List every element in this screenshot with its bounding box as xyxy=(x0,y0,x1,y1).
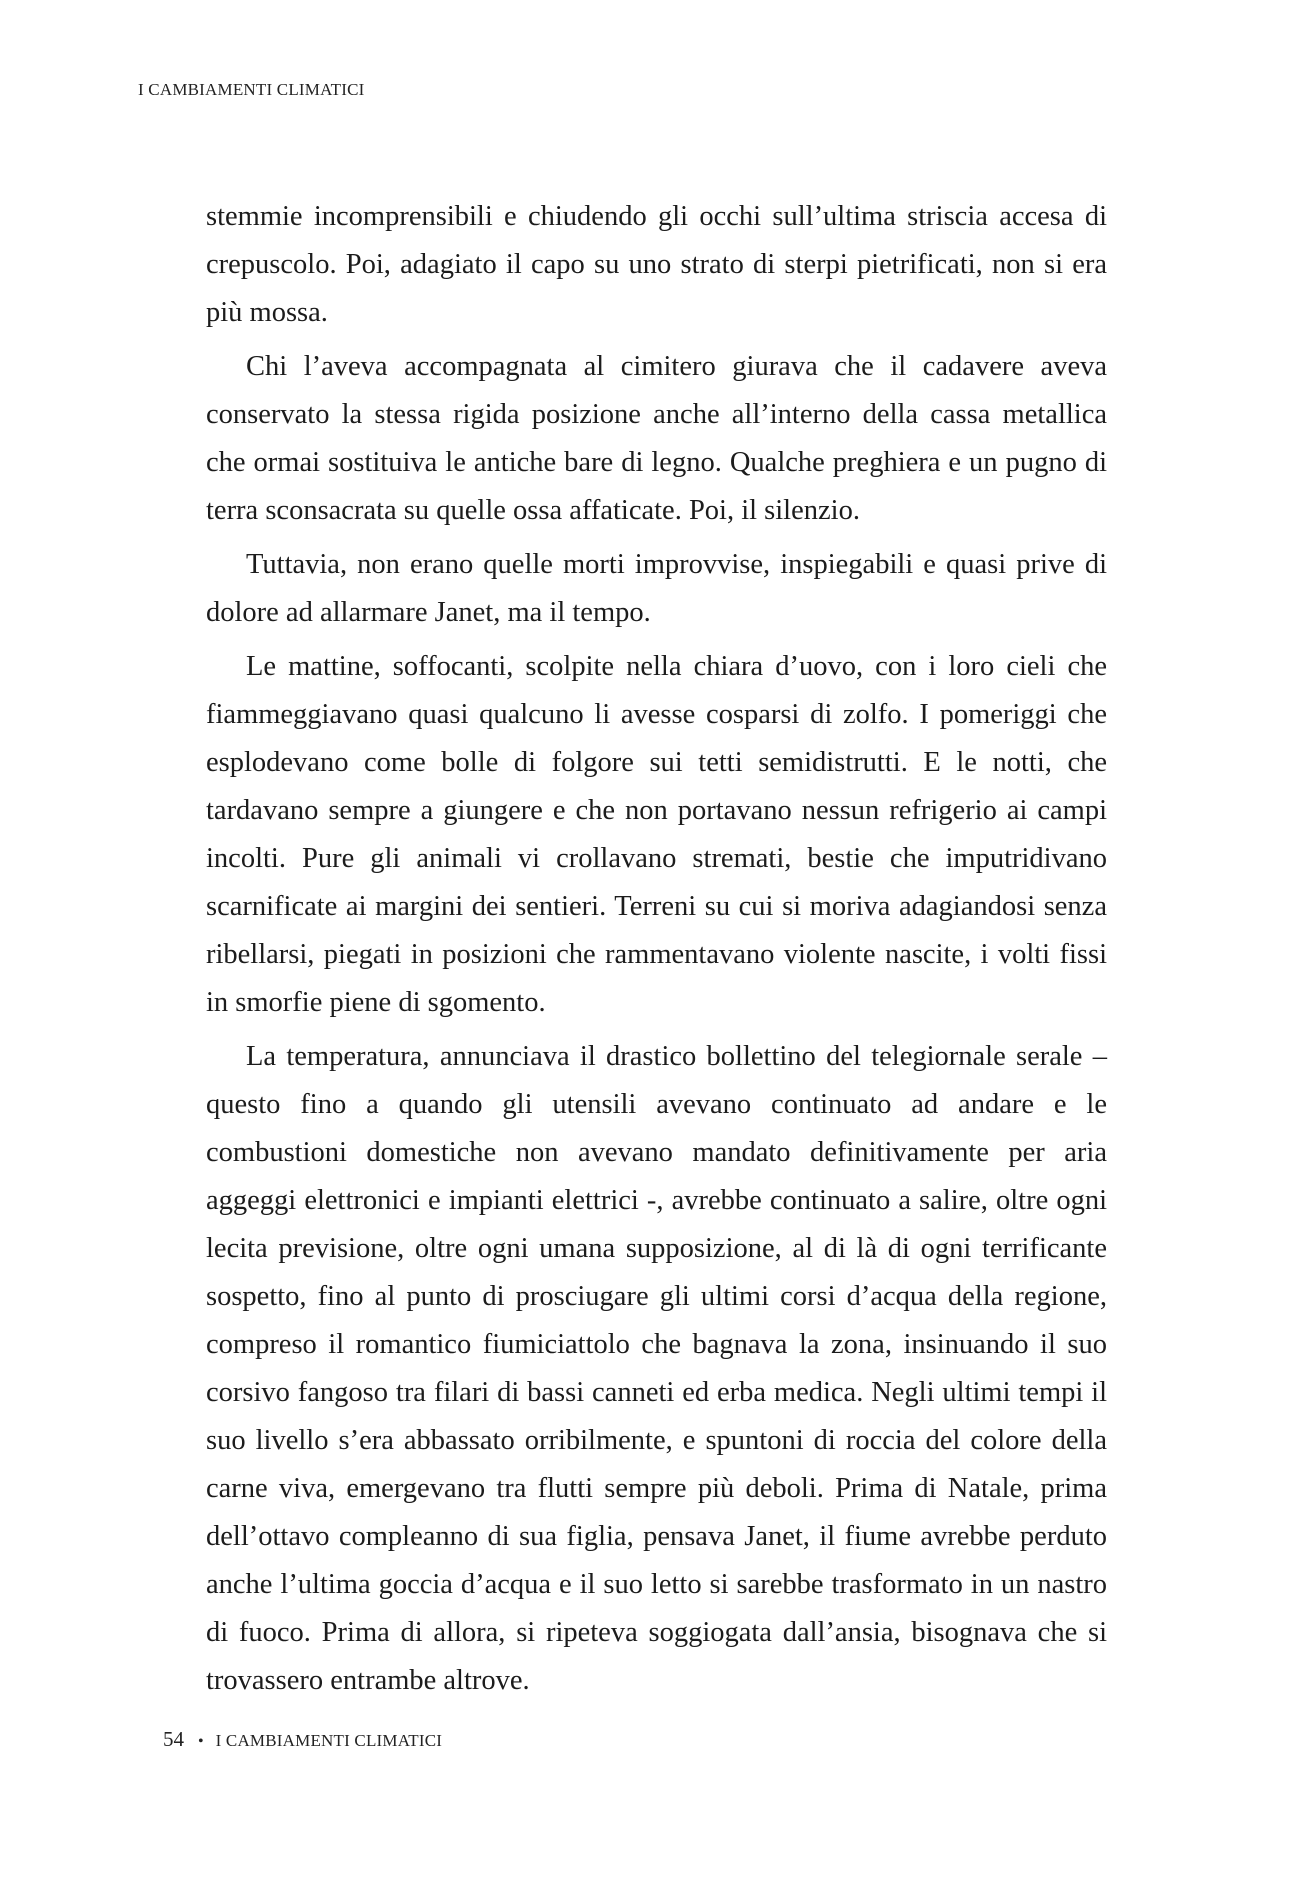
footer-bullet: • xyxy=(198,1733,204,1750)
paragraph-2: Chi l’aveva accompagnata al cimitero giurava che il cadavere aveva conservato la stessa rigida posizione anche all’interno della cassa metallica che ormai sostituiva le antiche bare di legno. Qualche preghiera e un pugno di terra sconsacrata su quelle ossa affaticate. Poi, il silenzio. xyxy=(206,351,1107,526)
page-footer xyxy=(163,1727,442,1752)
paragraph-1: stemmie incomprensibili e chiudendo gli occhi sull’ultima striscia accesa di crepuscolo. Poi, adagiato il capo su uno strato di sterpi pietrificati, non si era più mossa. xyxy=(206,201,1107,328)
body-text xyxy=(206,193,1107,1711)
paragraph-4: Le mattine, soffocanti, scolpite nella chiara d’uovo, con i loro cieli che fiammeggiavano quasi qualcuno li avesse cosparsi di zolfo. I pomeriggi che esplodevano come bolle di folgore sui tetti semidistrutti. E le notti, che tardavano sempre a giungere e che non portavano nessun refrigerio ai campi incolti. Pure gli animali vi crollavano stremati, bestie che imputridivano scarnificate ai margini dei sentieri. Terreni su cui si moriva adagiandosi senza ribellarsi, piegati in posizioni che rammentavano violente nascite, i volti fissi in smorfie piene di sgomento. xyxy=(206,651,1107,1018)
running-head: I CAMBIAMENTI CLIMATICI xyxy=(138,80,365,99)
footer-title: I CAMBIAMENTI CLIMATICI xyxy=(215,1731,443,1750)
paragraph-5: La temperatura, annunciava il drastico bollettino del telegiornale serale – questo fino a quando gli utensili avevano continuato ad andare e le combustioni domestiche non avevano mandato definitivamente per aria aggeggi elettronici e impianti elettrici -, avrebbe continuato a salire, oltre ogni lecita previsione, oltre ogni umana supposizione, al di là di ogni terrificante sospetto, fino al punto di prosciugare gli ultimi corsi d’acqua della regione, compreso il romantico fiumiciattolo che bagnava la zona, insinuando il suo corsivo fangoso tra filari di bassi canneti ed erba medica. Negli ultimi tempi il suo livello s’era abbassato orribilmente, e spuntoni di roccia del colore della carne viva, emergevano tra flutti sempre più deboli. Prima di Natale, prima dell’ottavo compleanno di sua figlia, pensava Janet, il fiume avrebbe perduto anche l’ultima goccia d’acqua e il suo letto si sarebbe trasformato in un nastro di fuoco. Prima di allora, si ripeteva soggiogata dall’ansia, bisognava che si trovassero entrambe altrove. xyxy=(206,1041,1107,1696)
paragraph-3: Tuttavia, non erano quelle morti improvvise, inspiegabili e quasi prive di dolore ad allarmare Janet, ma il tempo. xyxy=(206,549,1107,628)
page-number: 54 xyxy=(163,1727,184,1751)
